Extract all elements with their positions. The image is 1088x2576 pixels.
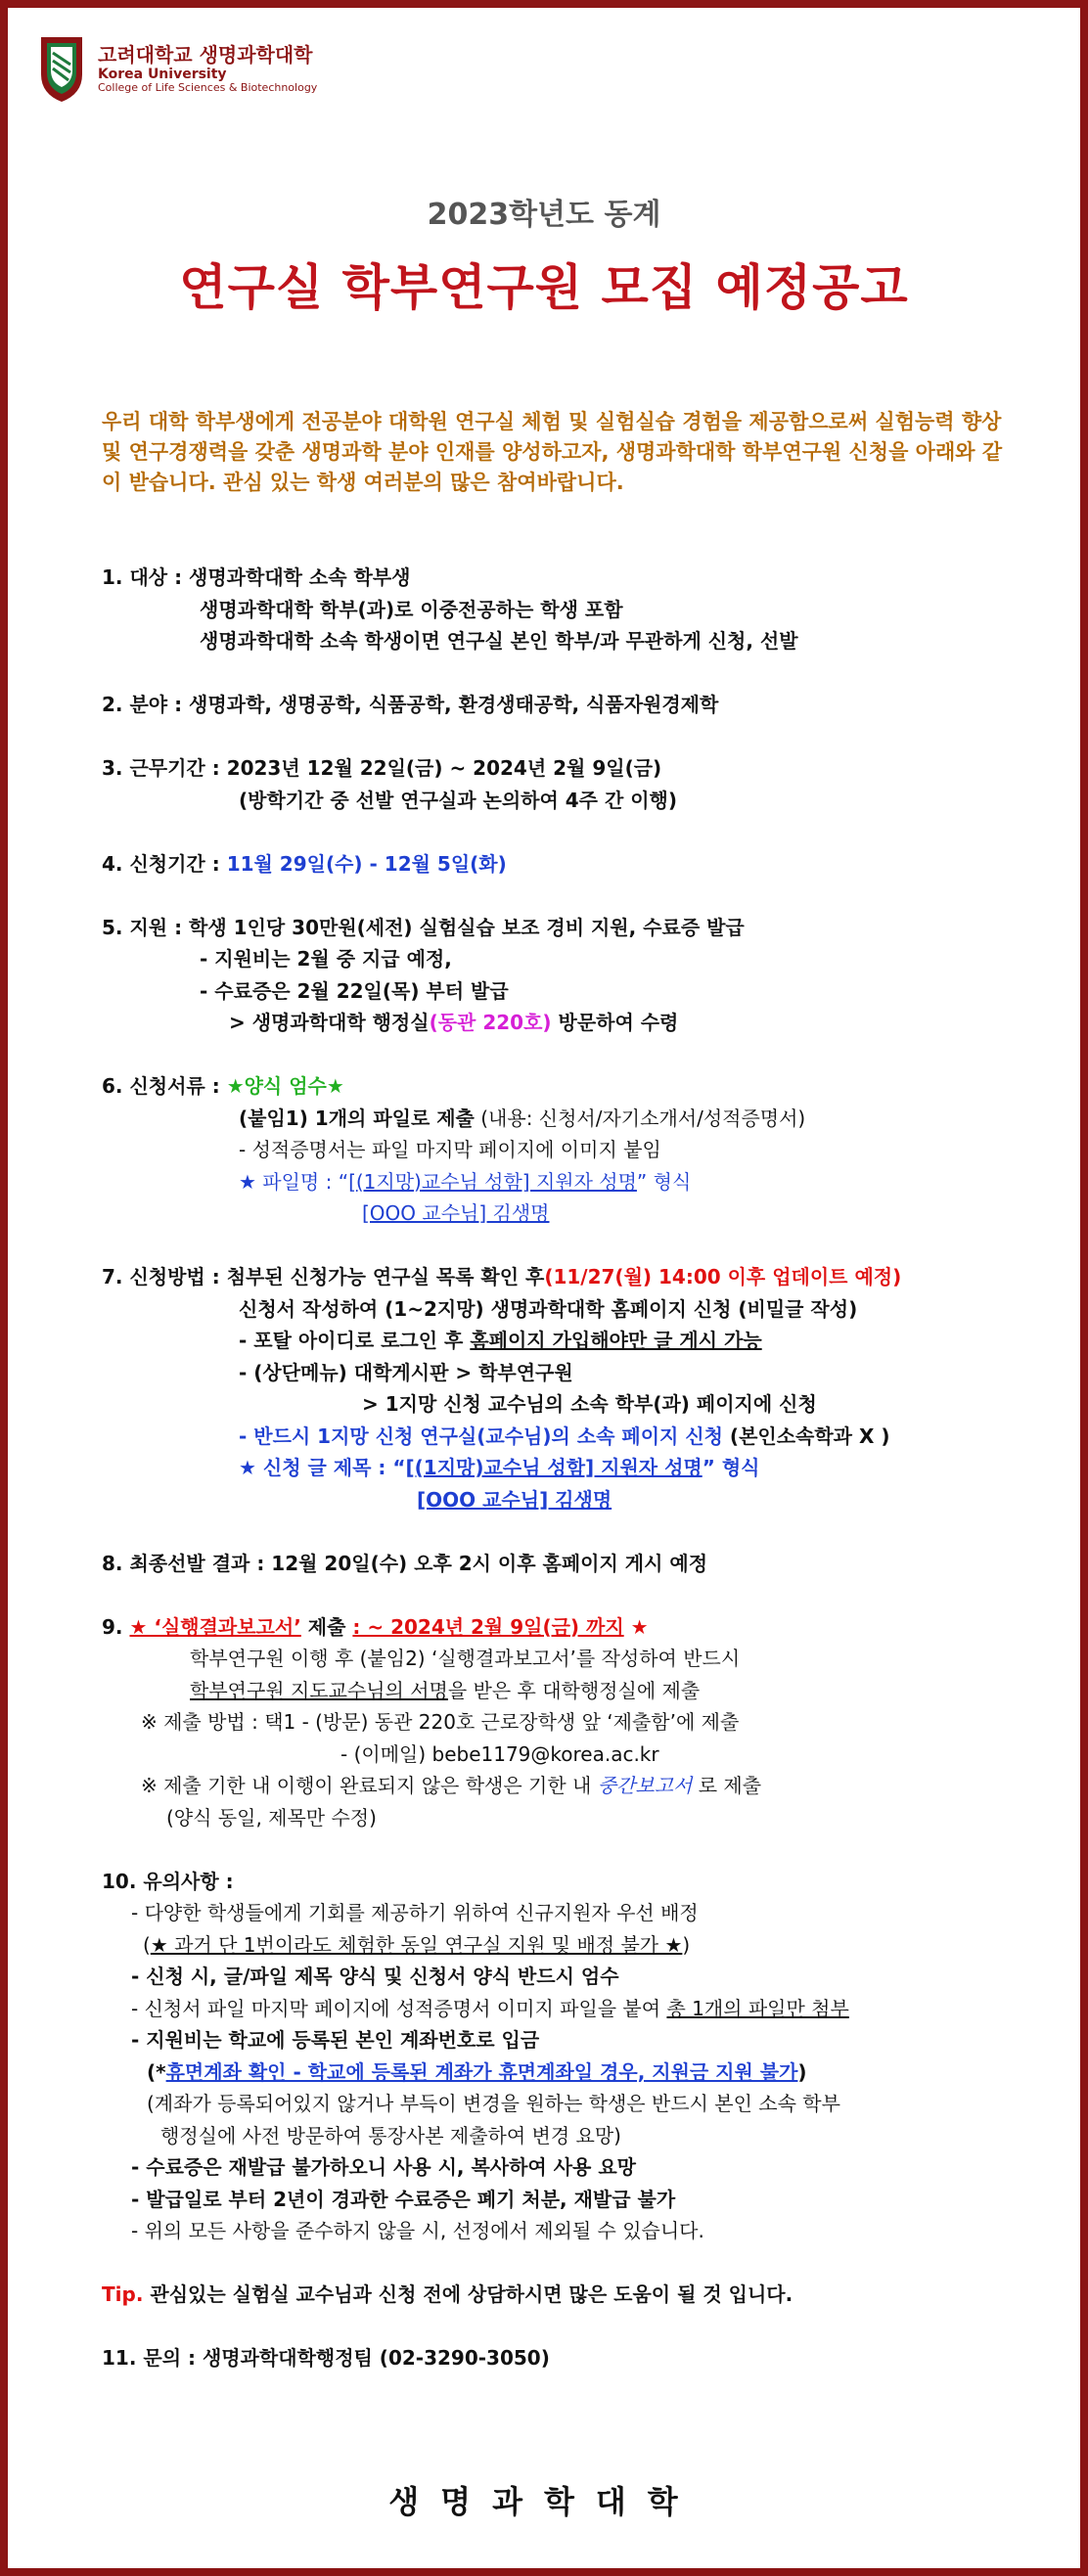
section-label: 5. 지원 : bbox=[102, 915, 190, 939]
line-part: ★ 과거 단 1번이라도 체험한 동일 연구실 지원 및 배정 불가 ★ bbox=[150, 1932, 683, 1957]
line-part: ) bbox=[682, 1932, 691, 1957]
line-part: (* bbox=[147, 2059, 166, 2084]
section-line bbox=[102, 1421, 1021, 1453]
section-line: - 지원비는 2월 중 지급 예정, bbox=[200, 947, 452, 971]
section-text: 2023년 12월 22일(금) ~ 2024년 2월 9일(금) bbox=[226, 756, 662, 780]
line-part: ★ 신청 글 제목 : “ bbox=[239, 1456, 406, 1479]
format-notice: ★양식 엄수★ bbox=[226, 1074, 344, 1098]
update-notice: (11/27(월) 14:00 이후 업데이트 예정) bbox=[544, 1265, 902, 1288]
university-logo bbox=[39, 35, 317, 104]
section-label: 11. 문의 : bbox=[102, 2346, 203, 2370]
intro-paragraph: 우리 대학 학부생에게 전공분야 대학원 연구실 체험 및 실험실습 경험을 제공함으로써 실험능력 향상 및 연구경쟁력을 갖춘 생명과학 분야 인재를 양성하고자, 생명과학대학 학부연구원 신청을 아래와 같이 받습니다. 관심 있는 학생 여러분의 많은 참여바랍니다. bbox=[102, 410, 1003, 494]
section-line: (방학기간 중 선발 연구실과 논의하여 4주 간 이행) bbox=[239, 788, 678, 812]
section-result bbox=[102, 1548, 1021, 1580]
logo-name-english: Korea University bbox=[98, 67, 227, 83]
tip bbox=[102, 2279, 1021, 2311]
section-line: - 다양한 학생들에게 기회를 제공하기 위하여 신규지원자 우선 배정 bbox=[131, 1901, 699, 1924]
section-line: (계좌가 등록되어있지 않거나 부득이 변경을 원하는 학생은 반드시 본인 소속 학부 bbox=[147, 2092, 840, 2115]
line-part: 을 받은 후 대학행정실에 제출 bbox=[447, 1678, 701, 1702]
interim-report: 중간보고서 bbox=[597, 1774, 693, 1797]
section-text: 생명과학, 생명공학, 식품공학, 환경생태공학, 식품자원경제학 bbox=[189, 693, 719, 716]
section-text: 학생 1인당 30만원(세전) 실험실습 보조 경비 지원, 수료증 발급 bbox=[189, 915, 745, 939]
section-line: ※ 제출 방법 : 택1 - (방문) 동관 220호 근로장학생 앞 ‘제출함’에 제출 bbox=[141, 1710, 740, 1734]
line-part: ※ 제출 기한 내 이행이 완료되지 않은 학생은 기한 내 bbox=[141, 1774, 598, 1797]
line-part: ( bbox=[143, 1932, 151, 1957]
line-part: ” 형식 bbox=[702, 1456, 760, 1479]
line-part: - 반드시 1지망 신청 연구실(교수님)의 소속 페이지 신청 bbox=[239, 1424, 723, 1448]
section-field bbox=[102, 689, 1021, 721]
notice-subtitle: 2023학년도 동계 bbox=[427, 198, 661, 232]
section-line bbox=[102, 1166, 1021, 1198]
section-target bbox=[102, 562, 1021, 594]
apply-dates: 11월 29일(수) - 12월 5일(화) bbox=[226, 851, 507, 876]
section-label: 4. 신청기간 : bbox=[102, 851, 227, 876]
line-part: ★ 파일명 : “ bbox=[239, 1169, 349, 1194]
section-apply-period bbox=[102, 848, 1021, 881]
section-line bbox=[102, 1770, 1021, 1802]
section-line: 생명과학대학 소속 학생이면 연구실 본인 학부/과 무관하게 신청, 선발 bbox=[200, 629, 798, 653]
section-line bbox=[102, 1675, 1021, 1707]
room-number: (동관 220호) bbox=[429, 1011, 552, 1034]
line-part: 방문하여 수령 bbox=[551, 1011, 679, 1034]
line-part: 첨부된 신청가능 연구실 목록 확인 후 bbox=[226, 1265, 545, 1288]
section-label: 6. 신청서류 : bbox=[102, 1074, 227, 1098]
section-label: 8. 최종선발 결과 : bbox=[102, 1551, 272, 1575]
line-part: 총 1개의 파일만 첨부 bbox=[666, 1996, 849, 2020]
section-line: - (상단메뉴) 대학게시판 > 학부연구원 bbox=[239, 1360, 573, 1384]
section-line: (양식 동일, 제목만 수정) bbox=[166, 1805, 377, 1830]
filename-format: [(1지망)교수님 성함] 지원자 성명 bbox=[348, 1169, 637, 1194]
line-part: - 포탈 아이디로 로그인 후 bbox=[239, 1329, 471, 1352]
section-line bbox=[102, 2056, 1021, 2089]
section-line: - 위의 모든 사항을 준수하지 않을 시, 선정에서 제외될 수 있습니다. bbox=[131, 2219, 704, 2242]
section-line bbox=[102, 1103, 1021, 1135]
section-period bbox=[102, 752, 1021, 785]
title-example: [OOO 교수님] 김생명 bbox=[417, 1487, 612, 1512]
section-notes: 10. 유의사항 : bbox=[102, 1869, 234, 1893]
section-label: 9. bbox=[102, 1614, 130, 1639]
section-line: 생명과학대학 학부(과)로 이중전공하는 학생 포함 bbox=[200, 597, 623, 621]
line-part: 제출 bbox=[300, 1614, 353, 1639]
line-part: 로 제출 bbox=[692, 1774, 762, 1797]
line-part: (내용: 신청서/자기소개서/성적증명서) bbox=[474, 1106, 806, 1130]
section-contact bbox=[102, 2342, 1021, 2374]
section-text: 생명과학대학 소속 학부생 bbox=[189, 565, 411, 589]
section-label: 3. 근무기간 : bbox=[102, 756, 227, 780]
tip-label: Tip. bbox=[102, 2282, 144, 2306]
section-line: - 수료증은 재발급 불가하오니 사용 시, 복사하여 사용 요망 bbox=[131, 2155, 636, 2179]
section-method bbox=[102, 1261, 1021, 1293]
line-part: (붙임1) 1개의 파일로 제출 bbox=[239, 1106, 475, 1130]
section-line bbox=[102, 1452, 1021, 1484]
line-part: - 신청서 파일 마지막 페이지에 성적증명서 이미지 파일을 붙여 bbox=[131, 1996, 667, 2020]
section-line bbox=[102, 1993, 1021, 2025]
notice-body bbox=[102, 562, 1021, 2374]
tip-text: 관심있는 실험실 교수님과 신청 전에 상담하시면 많은 도움이 될 것 입니다. bbox=[143, 2282, 793, 2306]
section-line: - 신청 시, 글/파일 제목 양식 및 신청서 양식 반드시 엄수 bbox=[131, 1965, 619, 1988]
section-line bbox=[102, 1929, 1021, 1962]
section-label: 2. 분야 : bbox=[102, 693, 190, 716]
contact-info: 생명과학대학행정팀 (02-3290-3050) bbox=[202, 2346, 550, 2370]
section-line: - 지원비는 학교에 등록된 본인 계좌번호로 입금 bbox=[131, 2028, 540, 2052]
line-part: ★ ‘실행결과보고서’ bbox=[129, 1614, 301, 1639]
section-line bbox=[102, 1325, 1021, 1357]
section-line: - (이메일) bebe1179@korea.ac.kr bbox=[340, 1741, 659, 1766]
logo-name-korean: 고려대학교 생명과학대학 bbox=[98, 43, 313, 68]
section-line: 행정실에 사전 방문하여 통장사본 제출하여 변경 요망) bbox=[160, 2123, 621, 2147]
line-part: ) bbox=[797, 2059, 807, 2084]
section-line: 신청서 작성하여 (1~2지망) 생명과학대학 홈페이지 신청 (비밀글 작성) bbox=[239, 1296, 858, 1321]
section-report bbox=[102, 1611, 1021, 1644]
line-part: 홈페이지 가입해야만 글 게시 가능 bbox=[470, 1329, 762, 1352]
dormant-account-notice: 휴면계좌 확인 - 학교에 등록된 계좌가 휴면계좌일 경우, 지원금 지원 불가 bbox=[165, 2059, 798, 2084]
section-line: - 발급일로 부터 2년이 경과한 수료증은 폐기 처분, 재발급 불가 bbox=[131, 2187, 676, 2211]
footer-college-name: 생명과학대학 bbox=[388, 2483, 700, 2520]
line-part: (본인소속학과 X ) bbox=[722, 1424, 890, 1448]
section-text: 12월 20일(수) 오후 2시 이후 홈페이지 게시 예정 bbox=[271, 1551, 708, 1575]
title-format: [(1지망)교수님 성함] 지원자 성명 bbox=[405, 1456, 703, 1479]
section-label: 1. 대상 : bbox=[102, 565, 190, 589]
section-line: - 성적증명서는 파일 마지막 페이지에 이미지 붙임 bbox=[239, 1138, 661, 1161]
crest-icon bbox=[39, 35, 84, 104]
deadline: : ~ 2024년 2월 9일(금) 까지 bbox=[352, 1614, 624, 1639]
line-part: 학부연구원 지도교수님의 서명 bbox=[190, 1678, 448, 1702]
line-part: ★ bbox=[623, 1614, 649, 1639]
line-part: ” 형식 bbox=[636, 1169, 692, 1194]
section-documents bbox=[102, 1070, 1021, 1103]
section-line: - 수료증은 2월 22일(목) 부터 발급 bbox=[200, 978, 509, 1003]
section-label: 7. 신청방법 : bbox=[102, 1265, 227, 1288]
line-part: > 생명과학대학 행정실 bbox=[229, 1011, 430, 1034]
section-line bbox=[102, 1007, 1021, 1039]
filename-example: [OOO 교수님] 김생명 bbox=[362, 1201, 550, 1225]
notice-title: 연구실 학부연구원 모집 예정공고 bbox=[179, 259, 909, 316]
section-line: > 1지망 신청 교수님의 소속 학부(과) 페이지에 신청 bbox=[362, 1392, 817, 1416]
section-line: 학부연구원 이행 후 (붙임2) ‘실행결과보고서’를 작성하여 반드시 bbox=[190, 1647, 741, 1670]
section-support bbox=[102, 912, 1021, 944]
logo-college-english: College of Life Sciences & Biotechnology bbox=[98, 81, 318, 95]
